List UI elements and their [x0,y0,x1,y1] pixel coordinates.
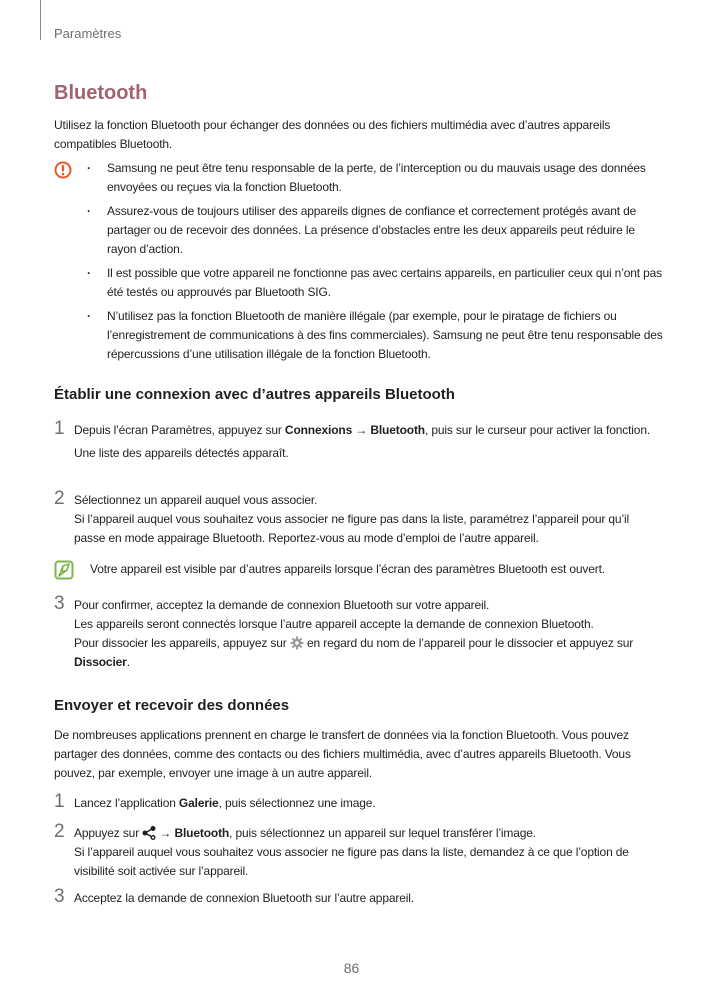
running-head: Paramètres [54,26,122,41]
caution-item: · N’utilisez pas la fonction Bluetooth de manière illégale (par exemple, pour le piratage de fichiers ou l’enregistrement de communications à des fins commerciales). Samsung ne peut être tenu responsable des répercussions d’une utilisation illégale de la fonction Bluetooth. [87,307,664,364]
caution-block [54,159,664,369]
menu-path-connexions: Connexions [284,423,353,437]
share-icon [142,826,156,840]
pairing-step-3 [54,593,654,672]
arrow: → [352,423,371,437]
step-extra: Si l’appareil auquel vous souhaitez vous associer ne figure pas dans la liste, demandez à ce que l’option de visibilité soit activée sur l’appareil. [74,845,629,878]
text: , puis sélectionnez un appareil sur lequel transférer l’image. [229,826,536,840]
pairing-step-2 [54,488,654,548]
note-text: Votre appareil est visible par d’autres appareils lorsque l’écran des paramètres Bluetooth est ouvert. [90,562,605,576]
step-text: Sélectionnez un appareil auquel vous associer. [74,493,318,507]
text: , puis sélectionnez une image. [218,796,376,810]
step-text [74,421,654,440]
step-text: Pour confirmer, acceptez la demande de connexion Bluetooth sur votre appareil. [74,598,490,612]
caution-item: · Il est possible que votre appareil ne fonctionne pas avec certains appareils, en particulier ceux qui n’ont pas été testés ou approuvés par Bluetooth SIG. [87,264,664,302]
step-extra: Les appareils seront connectés lorsque l’autre appareil accepte la demande de connexion Bluetooth. [74,617,594,631]
step-extra [74,634,654,672]
pairing-step-1 [54,418,654,463]
page-margin-rule [40,0,41,40]
app-galerie: Galerie [178,796,219,810]
caution-list [54,159,664,364]
text: . [126,655,130,669]
caution-icon [54,161,72,179]
step-number: 2 [54,488,65,509]
note-icon [54,560,74,580]
text: , puis sur le curseur pour activer la fonction. [424,423,651,437]
section-intro: Utilisez la fonction Bluetooth pour échanger des données ou des fichiers multimédia avec d’autres appareils compatibles Bluetooth. [54,118,611,151]
step-number: 1 [54,791,65,812]
pairing-heading: Établir une connexion avec d’autres appareils Bluetooth [54,386,455,403]
caution-item: · Assurez-vous de toujours utiliser des appareils dignes de confiance et correctement protégés avant de partager ou de recevoir des données. La présence d’obstacles entre les deux appareils peut réduire le rayon d’action. [87,202,664,259]
step-extra: Une liste des appareils détectés apparaît. [74,446,289,460]
text: Appuyez sur [74,826,143,840]
transfer-step-3 [54,886,654,908]
transfer-step-2 [54,821,654,881]
text: en regard du nom de l’appareil pour le dissocier et appuyez sur [303,636,634,650]
arrow: → [156,826,175,840]
menu-dissocier: Dissocier [74,655,127,669]
text: Pour dissocier les appareils, appuyez sur [74,636,290,650]
step-text: Acceptez la demande de connexion Bluetooth sur l’autre appareil. [74,891,414,905]
gear-icon [290,636,304,650]
step-extra: Si l’appareil auquel vous souhaitez vous associer ne figure pas dans la liste, paramétrez l’appareil pour qu’il passe en mode appairage Bluetooth. Reportez-vous au mode d’emploi de l’autre appareil. [74,512,630,545]
menu-bluetooth: Bluetooth [174,826,230,840]
step-text [74,824,654,843]
section-title: Bluetooth [54,82,148,104]
step-number: 3 [54,593,65,614]
text: Lancez l’application [74,796,179,810]
note-block [54,560,664,579]
text: Depuis l’écran Paramètres, appuyez sur [74,423,285,437]
transfer-step-1 [54,791,654,813]
step-number: 2 [54,821,65,842]
step-number: 1 [54,418,65,439]
step-text [74,794,654,813]
transfer-heading: Envoyer et recevoir des données [54,697,290,714]
transfer-intro: De nombreuses applications prennent en charge le transfert de données via la fonction Bluetooth. Vous pouvez partager des données, comme des contacts ou des fichiers multimédia, avec d’autres appareils Bluetooth. Vous pouvez, par exemple, envoyer une image à un autre appareil. [54,728,631,780]
step-number: 3 [54,886,65,907]
caution-item: · Samsung ne peut être tenu responsable de la perte, de l’interception ou du mauvais usage des données envoyées ou reçues via la fonction Bluetooth. [87,159,664,197]
page-number: 86 [343,960,360,976]
menu-path-bluetooth: Bluetooth [370,423,425,437]
